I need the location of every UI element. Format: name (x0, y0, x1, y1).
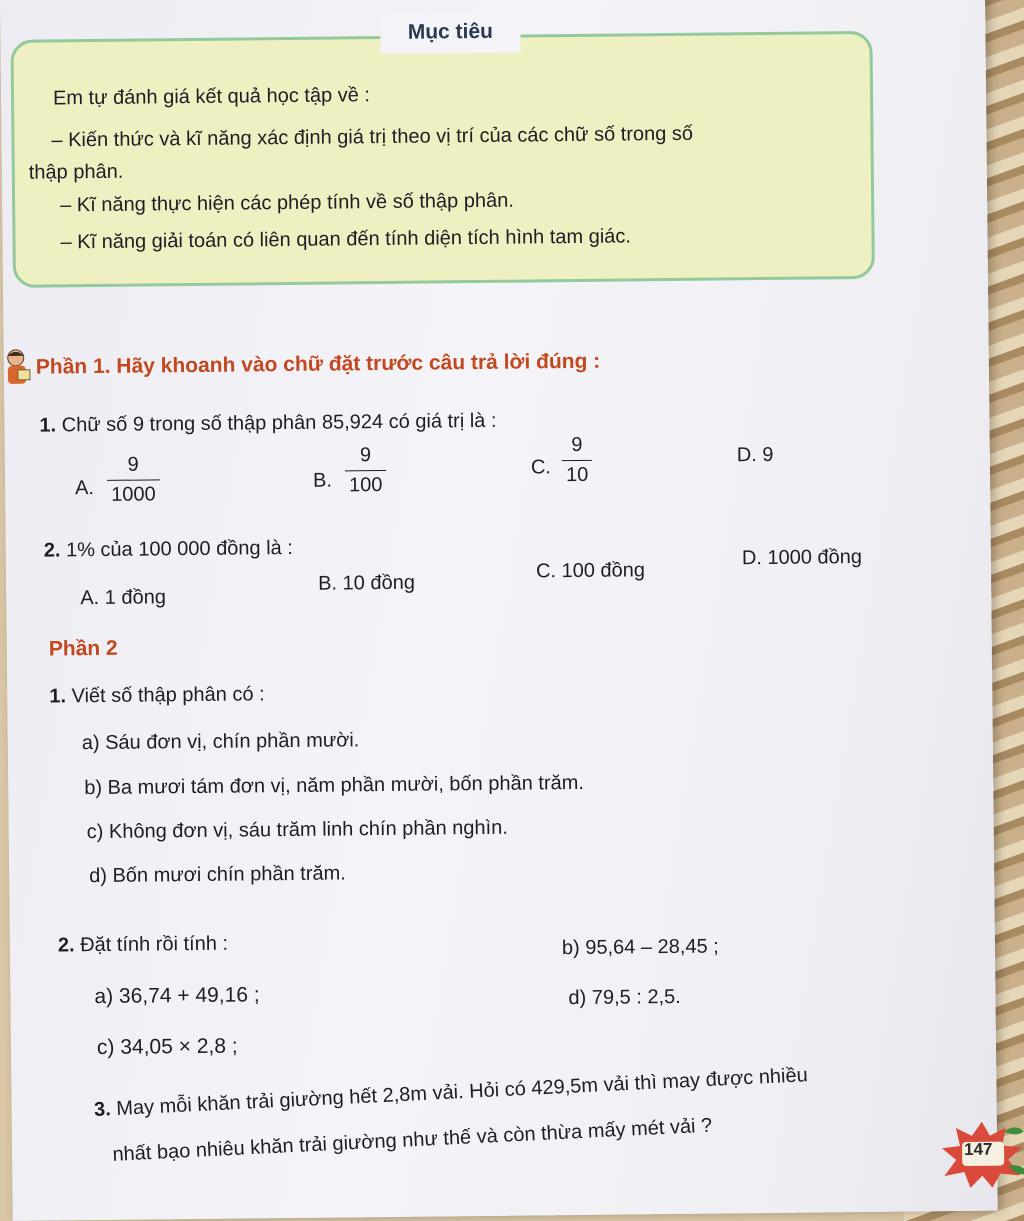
p1-q1-option-d[interactable]: D. 9 (736, 443, 774, 467)
student-mascot-icon (4, 348, 32, 388)
p1-q1-option-a-fraction (107, 453, 160, 507)
p2-q2-a: a) 36,74 + 49,16 ; (94, 983, 260, 1009)
p2-q1-text: Viết số thập phân có : (71, 683, 265, 708)
p1-q1-option-a-letter[interactable]: A. (75, 477, 95, 500)
p1-q1-number: 1. (39, 414, 57, 437)
p1-q2-option-a[interactable]: A. 1 đồng (80, 586, 167, 610)
p2-q1-number: 1. (49, 685, 67, 708)
p2-q1-item-b: b) Ba mươi tám đơn vị, năm phần mười, bốn phần trăm. (84, 771, 585, 800)
p1-q1-option-c-den: 10 (562, 460, 593, 487)
goal-intro: Em tự đánh giá kết quả học tập về : (52, 84, 371, 110)
p1-q1-option-c-letter[interactable]: C. (530, 456, 552, 479)
p2-q1-item-c: c) Không đơn vị, sáu trăm linh chín phần nghìn. (86, 816, 508, 844)
p1-q1-option-a-num: 9 (127, 453, 139, 476)
p2-q2-number: 2. (57, 934, 75, 957)
part1-heading: Phần 1. Hãy khoanh vào chữ đặt trước câu trả lời đúng : (35, 349, 601, 379)
p1-q1-option-b-num: 9 (359, 444, 372, 467)
p2-q1-item-d: d) Bốn mươi chín phần trăm. (89, 862, 346, 888)
part2-heading: Phần 2 (48, 636, 118, 661)
p1-q1-option-b-den: 100 (345, 470, 387, 497)
p1-q2-number: 2. (43, 539, 61, 562)
goal-title: Mục tiêu (380, 13, 520, 54)
p1-q2-option-c[interactable]: C. 100 đồng (535, 559, 646, 583)
p1-q1-option-b-fraction (345, 444, 387, 497)
p1-q1-option-a-den: 1000 (107, 479, 160, 507)
p2-q3 (94, 1064, 809, 1122)
goal-bullet-1: – Kiến thức và kĩ năng xác định giá trị theo vị trí của các chữ số trong số (51, 122, 694, 152)
goal-bullet-1-cont: thập phân. (28, 160, 124, 184)
p2-q3-line1: May mỗi khăn trải giường hết 2,8m vải. Hỏi có 429,5m vải thì may được nhiều (115, 1064, 809, 1120)
p1-q2-text: 1% của 100 000 đồng là : (65, 536, 293, 562)
page-number: 147 (963, 1139, 993, 1159)
p2-q3-number: 3. (93, 1098, 112, 1122)
p1-q1-option-b-letter[interactable]: B. (312, 469, 333, 492)
goal-bullet-2: – Kĩ năng thực hiện các phép tính về số thập phân. (60, 189, 514, 217)
p1-q1-option-c-num: 9 (571, 433, 583, 457)
p1-q1-option-c-fraction (562, 434, 593, 487)
p2-q2 (58, 933, 228, 958)
p1-q2-option-d[interactable]: D. 1000 đồng (741, 546, 863, 570)
p2-q2-text: Đặt tính rồi tính : (80, 932, 229, 957)
p1-q2 (44, 537, 293, 563)
p2-q2-b: b) 95,64 – 28,45 ; (561, 935, 719, 960)
p2-q3-line2: nhất bạo nhiêu khăn trải giường như thế và còn thừa mấy mét vải ? (111, 1114, 713, 1166)
p2-q1 (49, 683, 265, 708)
p2-q2-c: c) 34,05 × 2,8 ; (96, 1034, 238, 1060)
goal-bullet-3: – Kĩ năng giải toán có liên quan đến tính diện tích hình tam giác. (60, 225, 632, 254)
p1-q2-option-b[interactable]: B. 10 đồng (318, 571, 415, 595)
p2-q2-d: d) 79,5 : 2,5. (568, 985, 681, 1010)
p1-q1 (39, 410, 496, 438)
p1-q1-text: Chữ số 9 trong số thập phân 85,924 có giá trị là : (61, 409, 497, 437)
p2-q1-item-a: a) Sáu đơn vị, chín phần mười. (81, 729, 360, 755)
